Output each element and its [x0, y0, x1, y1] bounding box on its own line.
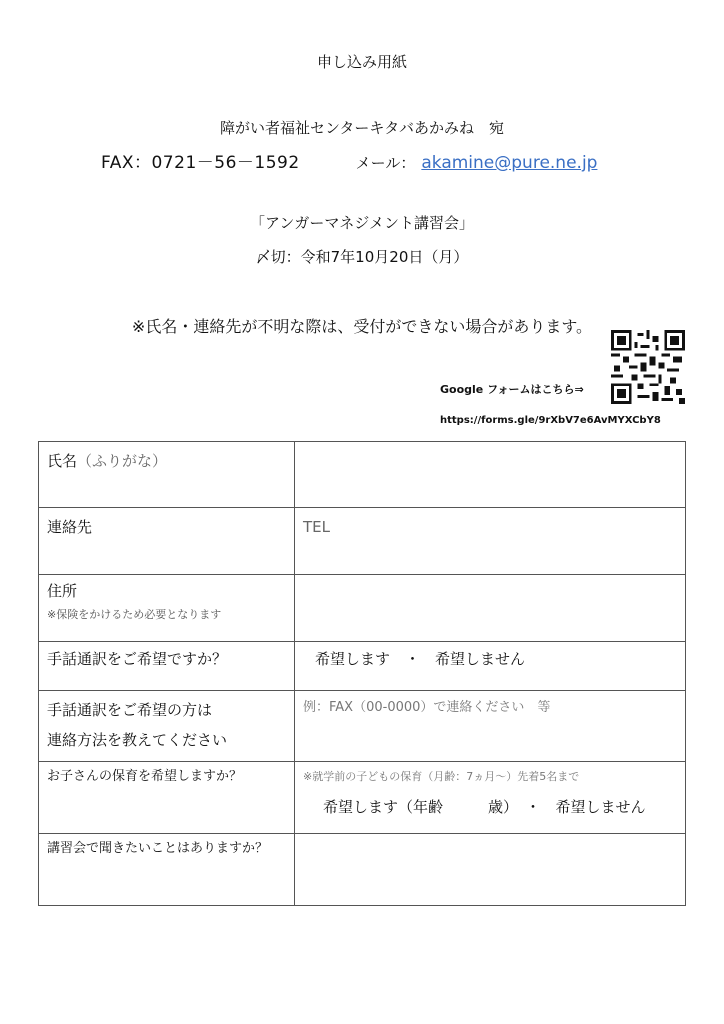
qr-code-icon[interactable]: [611, 330, 685, 404]
name-label-cell: [39, 442, 295, 508]
event-name: 「アンガーマネジメント講習会」: [250, 214, 474, 232]
tel-placeholder: TEL: [303, 518, 330, 536]
contact-label-cell: [39, 508, 295, 575]
table-row: [39, 834, 686, 906]
furigana-label: （ふりがな）: [77, 452, 168, 470]
address-label-cell: [39, 575, 295, 642]
fax-number: FAX：0721－56－1592: [101, 153, 300, 173]
name-label: 氏名: [47, 452, 78, 470]
table-row: [39, 691, 686, 762]
table-row: [39, 642, 686, 691]
table-row: [39, 575, 686, 642]
application-table: [38, 441, 686, 906]
contact-method-field[interactable]: [295, 691, 686, 762]
table-row: [39, 762, 686, 834]
google-form-label: Google フォームはこちら⇒: [440, 383, 584, 396]
contact-method-label-1: 手話通訳をご希望の方は: [47, 701, 213, 719]
form-title: 申し込み用紙: [316, 53, 407, 71]
mail-link[interactable]: akamine@pure.ne.jp: [421, 153, 598, 173]
table-row: [39, 442, 686, 508]
address-field[interactable]: [295, 575, 686, 642]
interpreter-label-cell: [39, 642, 295, 691]
contact-label: 連絡先: [47, 518, 93, 536]
insurance-note: ※保険をかけるため必要となります: [47, 608, 222, 621]
childcare-label: お子さんの保育を希望しますか？: [47, 769, 243, 784]
questions-field[interactable]: [295, 834, 686, 906]
contact-method-example: 例：FAX（00-0000）で連絡ください 等: [303, 700, 551, 715]
table-row: [39, 508, 686, 575]
childcare-options: 希望します（年齢 歳） ・ 希望しません: [323, 798, 646, 816]
destination: 障がい者福祉センターキタバあかみね 宛: [219, 119, 505, 137]
deadline: 〆切：令和7年10月20日（月）: [255, 248, 469, 266]
google-form-url[interactable]: https://forms.gle/9rXbV7e6AvMYXCbY8: [440, 415, 661, 426]
questions-label: 講習会で聞きたいことはありますか？: [47, 841, 269, 856]
mail-label: メール：: [355, 154, 416, 172]
contact-method-label-2: 連絡方法を教えてください: [47, 731, 228, 749]
notice: ※氏名・連絡先が不明な際は、受付ができない場合があります。: [131, 317, 593, 336]
name-field[interactable]: [295, 442, 686, 508]
interpreter-label: 手話通訳をご希望ですか？: [47, 650, 228, 668]
childcare-label-cell: [39, 762, 295, 834]
childcare-note: ※就学前の子どもの保育（月齢：7ヵ月～）先着5名まで: [303, 770, 580, 783]
contact-field[interactable]: [295, 508, 686, 575]
address-label: 住所: [47, 582, 78, 600]
interpreter-choice[interactable]: [295, 642, 686, 691]
contact-method-label-cell: [39, 691, 295, 762]
contact-line: [101, 148, 597, 173]
childcare-choice[interactable]: [295, 762, 686, 834]
questions-label-cell: [39, 834, 295, 906]
interpreter-options: 希望します ・ 希望しません: [315, 650, 526, 668]
